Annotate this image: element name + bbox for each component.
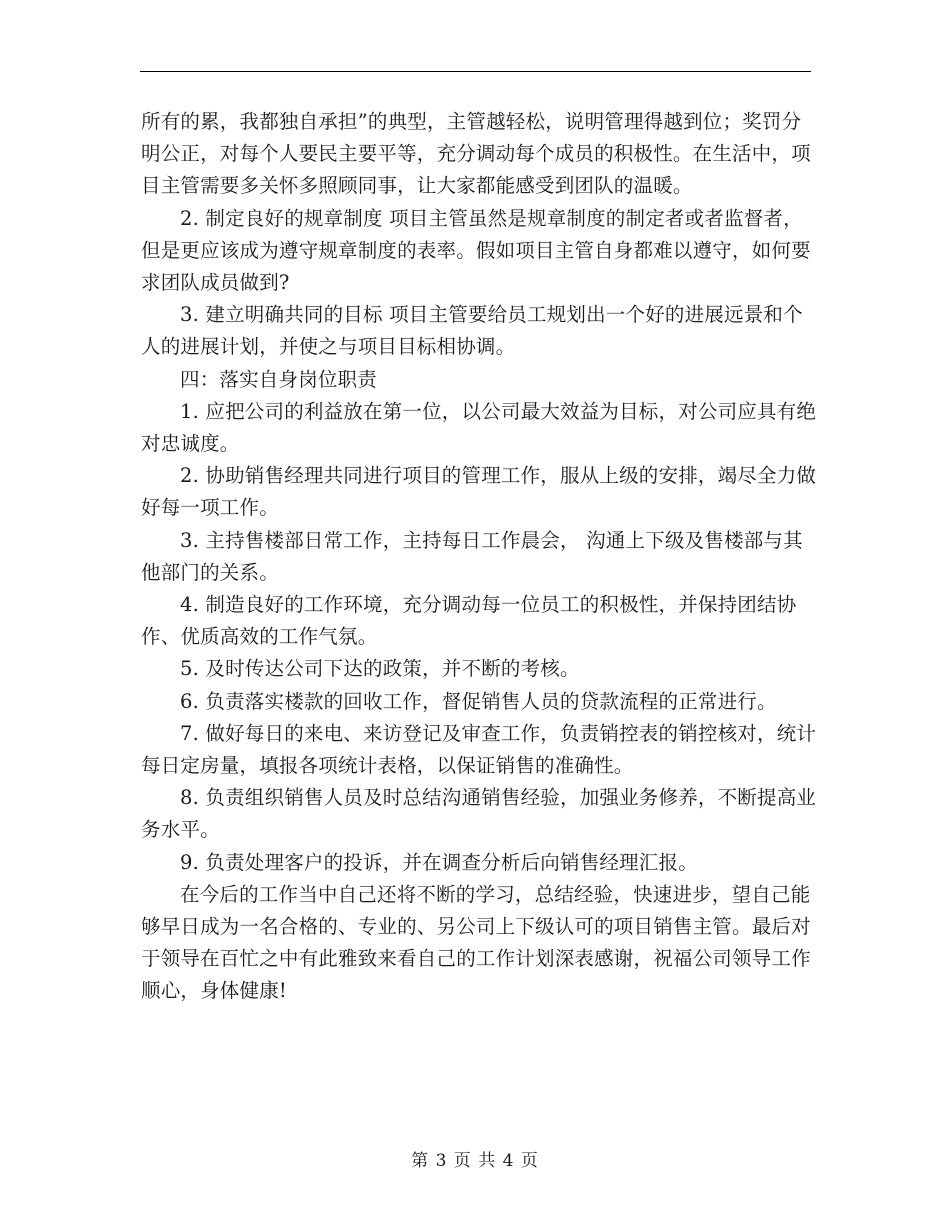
document-body (141, 106, 817, 1008)
list-item: 6. 负责落实楼款的回收工作，督促销售人员的贷款流程的正常进行。 (180, 689, 777, 713)
list-item: 8. 负责组织销售人员及时总结沟通销售经验，加强业务修养，不断提高业务水平。 (141, 786, 817, 842)
paragraph: 2. 制定良好的规章制度 项目主管虽然是规章制度的制定者或者监督者，但是更应该成为遵守规章制度的表率。假如项目主管自身都难以遵守，如何要求团队成员做到? (141, 206, 811, 295)
list-item: 4. 制造良好的工作环境，充分调动每一位员工的积极性，并保持团结协作、优质高效的工作气氛。 (141, 593, 797, 649)
paragraph: 3. 建立明确共同的目标 项目主管要给员工规划出一个好的进展远景和个人的进展计划，并使之与项目目标相协调。 (141, 303, 803, 359)
closing-paragraph: 在今后的工作当中自己还将不断的学习，总结经验，快速进步，望自己能够早日成为一名合格的、专业的、另公司上下级认可的项目销售主管。最后对于领导在百忙之中有此雅致来看自己的工作计划深表感谢，祝福公司领导工作顺心，身体健康! (141, 882, 811, 1003)
list-item: 9. 负责处理客户的投诉，并在调查分析后向销售经理汇报。 (180, 850, 698, 874)
list-item: 3. 主持售楼部日常工作，主持每日工作晨会， 沟通上下级及售楼部与其他部门的关系。 (141, 528, 803, 584)
list-item: 2. 协助销售经理共同进行项目的管理工作，服从上级的安排，竭尽全力做好每一项工作。 (141, 464, 817, 520)
page-number: 第 3 页 共 4 页 (411, 1151, 539, 1171)
list-item: 5. 及时传达公司下达的政策，并不断的考核。 (180, 657, 580, 681)
list-item: 7. 做好每日的来电、来访登记及审查工作，负责销控表的销控核对，统计每日定房量，填报各项统计表格，以保证销售的准确性。 (141, 721, 817, 778)
section-heading: 四：落实自身岗位职责 (180, 367, 378, 391)
list-item: 1. 应把公司的利益放在第一位，以公司最大效益为目标，对公司应具有绝对忠诚度。 (141, 399, 817, 456)
paragraph: 所有的累，我都独自承担”的典型，主管越轻松，说明管理得越到位；奖罚分明公正，对每个人要民主要平等，充分调动每个成员的积极性。在生活中，项目主管需要多关怀多照顾同事，让大家都能感受到团队的温暖。 (141, 110, 811, 198)
header-rule (140, 71, 811, 72)
